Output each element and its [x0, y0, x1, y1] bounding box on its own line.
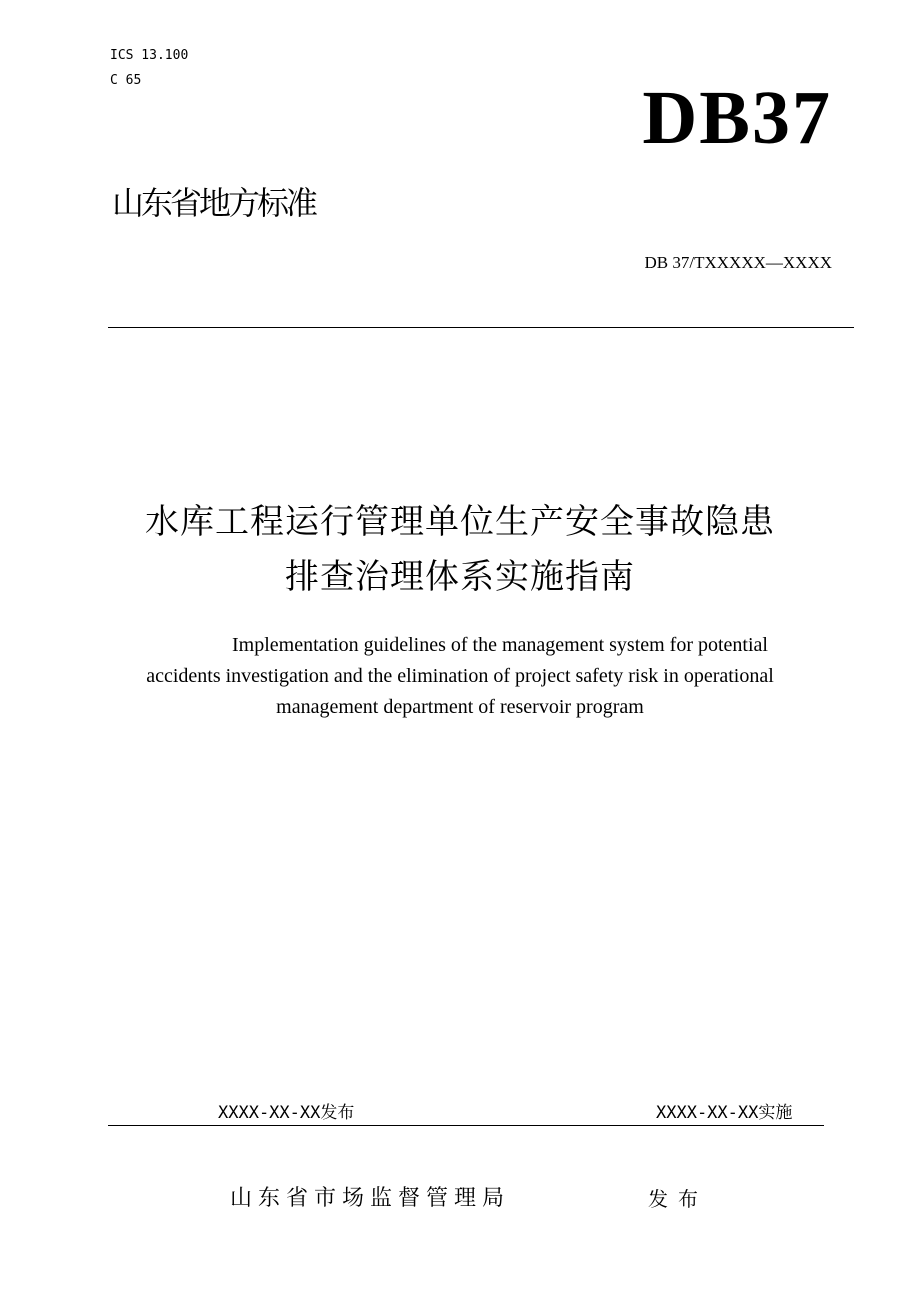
title-en-line1: Implementation guidelines of the management system for potential — [232, 634, 768, 656]
standard-code-mark: DB37 — [642, 76, 832, 160]
bottom-divider — [108, 1125, 824, 1126]
top-divider — [108, 327, 854, 328]
ccs-code: C 65 — [110, 73, 142, 88]
title-en-line3: management department of reservoir program — [276, 696, 644, 718]
implement-date: XXXX-XX-XX实施 — [656, 1103, 793, 1123]
title-zh-line1: 水库工程运行管理单位生产安全事故隐患 — [145, 502, 775, 542]
standard-number: DB 37/TXXXXX—XXXX — [644, 253, 832, 272]
publish-date: XXXX-XX-XX发布 — [218, 1103, 355, 1123]
title-en-line2: accidents investigation and the elimination of project safety risk in operational — [146, 665, 774, 687]
ics-code: ICS 13.100 — [110, 48, 189, 63]
standard-category: 山东省地方标准 — [112, 184, 316, 222]
issuing-authority: 山东省市场监督管理局 — [230, 1186, 511, 1211]
title-zh-line2: 排查治理体系实施指南 — [285, 557, 635, 597]
issued-label: 发布 — [648, 1187, 708, 1211]
